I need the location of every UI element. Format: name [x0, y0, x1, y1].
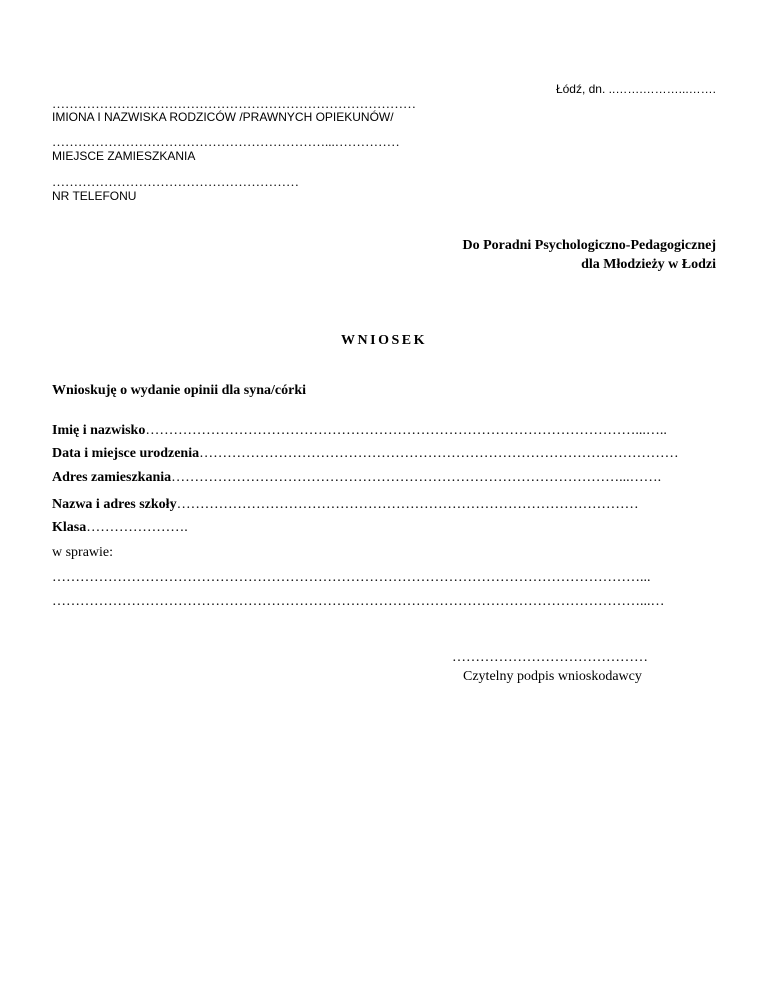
phone-dots[interactable]: ………………………………………………… — [52, 174, 299, 189]
recipient — [462, 236, 716, 274]
field-dots[interactable]: ……………………………………………………………………………………...……. — [171, 470, 662, 485]
parents-names-label: IMIONA I NAZWISKA RODZICÓW /PRAWNYCH OPIEKUNÓW/ — [52, 110, 394, 124]
matter-line-2[interactable]: ………………………………………………………………………………………………………………...… — [52, 594, 665, 609]
field-dots[interactable]: …………………………………………………………………………….…………… — [199, 446, 679, 461]
signature-label: Czytelny podpis wnioskodawcy — [463, 669, 642, 684]
address-dots[interactable]: ………………………………………………………...…………… — [52, 134, 400, 149]
parents-names-dots[interactable]: ………………………………………………………………………… — [52, 96, 416, 111]
address-label: MIEJSCE ZAMIESZKANIA — [52, 149, 196, 163]
signature-dots[interactable]: …………………………………… — [452, 650, 648, 665]
matter-label: w sprawie: — [52, 545, 114, 560]
date-dots[interactable]: ..…….………...……. — [608, 82, 716, 96]
recipient-line-2: dla Młodzieży w Łodzi — [581, 257, 716, 272]
phone-label: NR TELEFONU — [52, 189, 137, 203]
field-school[interactable] — [52, 497, 639, 513]
recipient-line-1: Do Poradni Psychologiczno-Pedagogicznej — [462, 238, 716, 253]
field-dots[interactable]: …………………. — [86, 520, 188, 535]
field-dots[interactable]: ……………………………………………………………………………………… — [176, 497, 639, 512]
date-line — [556, 82, 716, 96]
field-dots[interactable]: ……………………………………………………………………………………………...….. — [145, 423, 667, 438]
matter-line-1[interactable]: ………………………………………………………………………………………………………………... — [52, 570, 651, 585]
field-label: Nazwa i adres szkoły — [52, 497, 177, 512]
document-title: WNIOSEK — [341, 333, 427, 348]
date-place: Łódź, dn. — [555, 82, 606, 96]
field-label: Data i miejsce urodzenia — [52, 446, 200, 461]
field-birth-date-place[interactable] — [52, 446, 679, 462]
field-label: Adres zamieszkania — [52, 470, 172, 485]
field-home-address[interactable] — [52, 470, 661, 486]
request-text: Wnioskuję o wydanie opinii dla syna/córki — [52, 383, 307, 398]
field-label: Imię i nazwisko — [52, 423, 146, 438]
field-full-name[interactable] — [52, 423, 667, 439]
field-class[interactable] — [52, 520, 188, 536]
field-label: Klasa — [52, 520, 87, 535]
